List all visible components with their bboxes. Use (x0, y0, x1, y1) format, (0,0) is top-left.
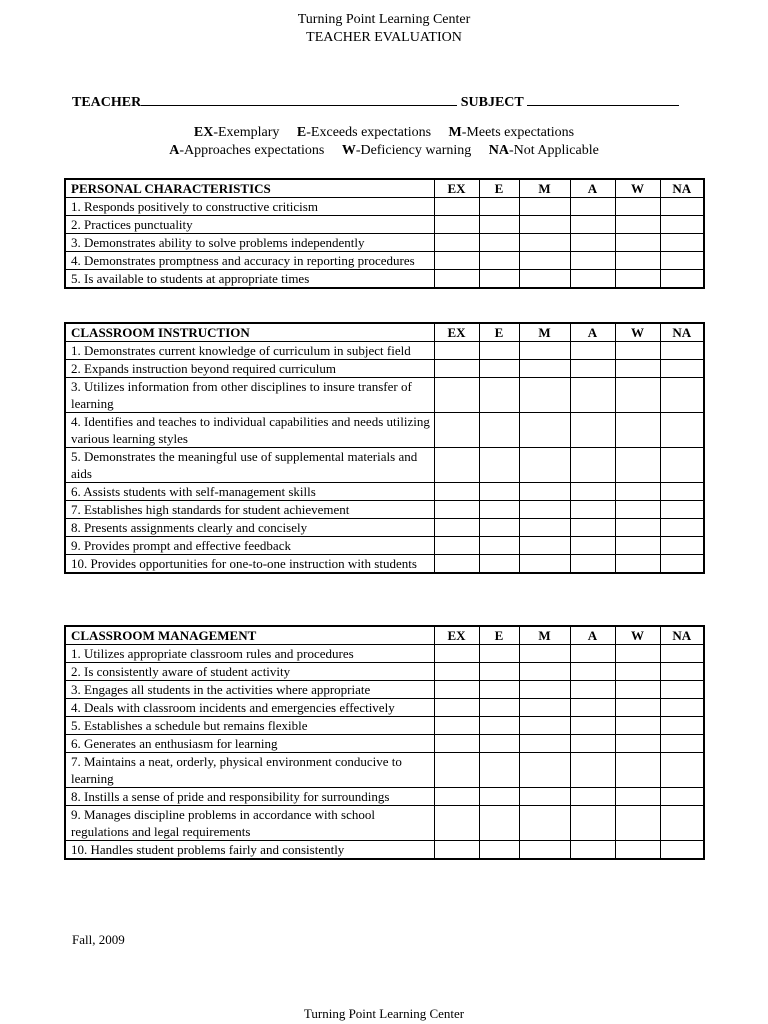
section-title: PERSONAL CHARACTERISTICS (65, 179, 434, 198)
rating-cell-ex[interactable] (434, 717, 479, 735)
rating-cell-w[interactable] (615, 537, 660, 555)
legend-line-1 (0, 125, 768, 141)
rating-cell-a[interactable] (570, 681, 615, 699)
legend-m-code: M (448, 125, 462, 140)
footer-date: Fall, 2009 (72, 932, 125, 947)
rating-cell-a[interactable] (570, 342, 615, 360)
rating-cell-e[interactable] (479, 555, 519, 574)
rating-cell-e[interactable] (479, 270, 519, 289)
rating-cell-w[interactable] (615, 378, 660, 413)
rating-cell-e[interactable] (479, 378, 519, 413)
rating-cell-ex[interactable] (434, 413, 479, 448)
criterion-text: 3. Demonstrates ability to solve problems independently (65, 234, 434, 252)
rating-cell-ex[interactable] (434, 663, 479, 681)
table-row (65, 448, 704, 483)
rating-cell-e[interactable] (479, 663, 519, 681)
rating-cell-ex[interactable] (434, 699, 479, 717)
criterion-text: 5. Is available to students at appropriate times (65, 270, 434, 289)
rating-cell-e[interactable] (479, 448, 519, 483)
rating-cell-ex[interactable] (434, 753, 479, 788)
table-row (65, 645, 704, 663)
rating-cell-m[interactable] (519, 360, 570, 378)
rating-cell-a[interactable] (570, 270, 615, 289)
column-header-e: E (479, 323, 519, 342)
table-row (65, 519, 704, 537)
column-header-w: W (615, 626, 660, 645)
legend-m-text: -Meets expectations (461, 125, 575, 140)
rating-cell-m[interactable] (519, 717, 570, 735)
rating-cell-m[interactable] (519, 699, 570, 717)
rating-cell-m[interactable] (519, 216, 570, 234)
rating-cell-w[interactable] (615, 519, 660, 537)
rating-cell-a[interactable] (570, 735, 615, 753)
column-header-na: NA (660, 323, 704, 342)
column-header-na: NA (660, 179, 704, 198)
rating-cell-ex[interactable] (434, 735, 479, 753)
legend-line-2 (0, 143, 768, 159)
rating-cell-m[interactable] (519, 270, 570, 289)
rating-cell-ex[interactable] (434, 198, 479, 216)
footer-org: Turning Point Learning Center (303, 1006, 465, 1021)
table-row (65, 717, 704, 735)
criterion-text: 8. Instills a sense of pride and responsibility for surroundings (65, 788, 434, 806)
rating-cell-e[interactable] (479, 483, 519, 501)
rating-cell-w[interactable] (615, 234, 660, 252)
rating-cell-ex[interactable] (434, 216, 479, 234)
rating-cell-m[interactable] (519, 555, 570, 574)
criterion-text: 3. Utilizes information from other disciplines to insure transfer of learning (65, 378, 434, 413)
rating-cell-na[interactable] (660, 663, 704, 681)
rating-cell-ex[interactable] (434, 342, 479, 360)
legend-a-text: -Approaches expectations (179, 143, 325, 158)
criterion-text: 2. Practices punctuality (65, 216, 434, 234)
rating-cell-w[interactable] (615, 270, 660, 289)
rating-cell-na[interactable] (660, 519, 704, 537)
table-row (65, 663, 704, 681)
criterion-text: 1. Responds positively to constructive criticism (65, 198, 434, 216)
legend-na-text: -Not Applicable (509, 143, 599, 158)
column-header-m: M (519, 179, 570, 198)
subject-label: SUBJECT (460, 95, 524, 110)
table-row (65, 413, 704, 448)
table-personal-characteristics (64, 178, 705, 289)
rating-cell-a[interactable] (570, 537, 615, 555)
rating-cell-m[interactable] (519, 413, 570, 448)
criterion-text: 5. Establishes a schedule but remains flexible (65, 717, 434, 735)
criterion-text: 7. Maintains a neat, orderly, physical environment conducive to learning (65, 753, 434, 788)
rating-cell-w[interactable] (615, 360, 660, 378)
section-title: CLASSROOM INSTRUCTION (65, 323, 434, 342)
section-title: CLASSROOM MANAGEMENT (65, 626, 434, 645)
table-row (65, 483, 704, 501)
table-row (65, 555, 704, 574)
rating-cell-a[interactable] (570, 519, 615, 537)
rating-cell-w[interactable] (615, 699, 660, 717)
teacher-label: TEACHER (72, 95, 142, 110)
rating-cell-w[interactable] (615, 198, 660, 216)
rating-cell-m[interactable] (519, 841, 570, 860)
criterion-text: 6. Generates an enthusiasm for learning (65, 735, 434, 753)
rating-cell-a[interactable] (570, 501, 615, 519)
rating-cell-w[interactable] (615, 806, 660, 841)
teacher-field[interactable] (141, 91, 457, 106)
rating-cell-a[interactable] (570, 717, 615, 735)
rating-cell-ex[interactable] (434, 645, 479, 663)
column-header-e: E (479, 179, 519, 198)
rating-cell-m[interactable] (519, 788, 570, 806)
rating-cell-e[interactable] (479, 753, 519, 788)
rating-cell-na[interactable] (660, 841, 704, 860)
rating-cell-e[interactable] (479, 519, 519, 537)
rating-cell-na[interactable] (660, 555, 704, 574)
rating-cell-w[interactable] (615, 663, 660, 681)
rating-cell-a[interactable] (570, 645, 615, 663)
table-header-row (65, 626, 704, 645)
rating-cell-na[interactable] (660, 681, 704, 699)
table-header-row (65, 323, 704, 342)
legend-a-code: A (169, 143, 180, 158)
rating-cell-a[interactable] (570, 663, 615, 681)
column-header-ex: EX (434, 179, 479, 198)
table-row (65, 252, 704, 270)
rating-cell-w[interactable] (615, 252, 660, 270)
rating-cell-na[interactable] (660, 360, 704, 378)
table-row (65, 537, 704, 555)
rating-cell-a[interactable] (570, 378, 615, 413)
rating-cell-m[interactable] (519, 378, 570, 413)
column-header-a: A (570, 626, 615, 645)
rating-cell-a[interactable] (570, 753, 615, 788)
rating-cell-a[interactable] (570, 360, 615, 378)
rating-cell-na[interactable] (660, 216, 704, 234)
rating-cell-w[interactable] (615, 645, 660, 663)
rating-cell-m[interactable] (519, 735, 570, 753)
rating-cell-a[interactable] (570, 234, 615, 252)
rating-cell-m[interactable] (519, 483, 570, 501)
rating-cell-e[interactable] (479, 537, 519, 555)
rating-cell-ex[interactable] (434, 483, 479, 501)
rating-cell-na[interactable] (660, 483, 704, 501)
criterion-text: 9. Manages discipline problems in accordance with school regulations and legal requirements (65, 806, 434, 841)
rating-cell-na[interactable] (660, 699, 704, 717)
criterion-text: 3. Engages all students in the activities where appropriate (65, 681, 434, 699)
column-header-ex: EX (434, 626, 479, 645)
column-header-m: M (519, 323, 570, 342)
column-header-m: M (519, 626, 570, 645)
rating-cell-w[interactable] (615, 342, 660, 360)
legend-w-code: W (341, 143, 356, 158)
table-row (65, 234, 704, 252)
rating-cell-e[interactable] (479, 717, 519, 735)
rating-cell-na[interactable] (660, 342, 704, 360)
rating-cell-na[interactable] (660, 413, 704, 448)
rating-cell-a[interactable] (570, 448, 615, 483)
rating-cell-e[interactable] (479, 360, 519, 378)
rating-cell-m[interactable] (519, 537, 570, 555)
rating-cell-e[interactable] (479, 413, 519, 448)
table-row (65, 735, 704, 753)
rating-cell-e[interactable] (479, 806, 519, 841)
rating-cell-w[interactable] (615, 448, 660, 483)
table-row (65, 806, 704, 841)
rating-cell-m[interactable] (519, 645, 570, 663)
rating-cell-na[interactable] (660, 378, 704, 413)
rating-cell-a[interactable] (570, 216, 615, 234)
criterion-text: 2. Expands instruction beyond required curriculum (65, 360, 434, 378)
column-header-a: A (570, 179, 615, 198)
criterion-text: 1. Utilizes appropriate classroom rules and procedures (65, 645, 434, 663)
rating-cell-e[interactable] (479, 699, 519, 717)
table-row (65, 501, 704, 519)
table-row (65, 378, 704, 413)
column-header-e: E (479, 626, 519, 645)
rating-cell-a[interactable] (570, 483, 615, 501)
rating-cell-m[interactable] (519, 252, 570, 270)
table-row (65, 753, 704, 788)
criterion-text: 4. Demonstrates promptness and accuracy in reporting procedures (65, 252, 434, 270)
rating-cell-na[interactable] (660, 501, 704, 519)
table-header-row (65, 179, 704, 198)
column-header-ex: EX (434, 323, 479, 342)
rating-cell-na[interactable] (660, 806, 704, 841)
rating-cell-m[interactable] (519, 342, 570, 360)
rating-cell-na[interactable] (660, 252, 704, 270)
rating-cell-na[interactable] (660, 753, 704, 788)
rating-cell-ex[interactable] (434, 234, 479, 252)
rating-cell-w[interactable] (615, 501, 660, 519)
table-row (65, 198, 704, 216)
rating-cell-e[interactable] (479, 681, 519, 699)
table-row (65, 681, 704, 699)
rating-cell-w[interactable] (615, 717, 660, 735)
rating-cell-e[interactable] (479, 788, 519, 806)
legend-e-code: E (296, 125, 307, 140)
criterion-text: 4. Identifies and teaches to individual capabilities and needs utilizing various learning styles (65, 413, 434, 448)
legend-na-code: NA (488, 143, 509, 158)
rating-cell-ex[interactable] (434, 841, 479, 860)
rating-cell-ex[interactable] (434, 519, 479, 537)
criterion-text: 4. Deals with classroom incidents and emergencies effectively (65, 699, 434, 717)
rating-cell-ex[interactable] (434, 806, 479, 841)
rating-cell-ex[interactable] (434, 788, 479, 806)
rating-cell-e[interactable] (479, 342, 519, 360)
rating-cell-m[interactable] (519, 501, 570, 519)
rating-cell-m[interactable] (519, 234, 570, 252)
criterion-text: 6. Assists students with self-management skills (65, 483, 434, 501)
rating-cell-ex[interactable] (434, 555, 479, 574)
rating-cell-a[interactable] (570, 198, 615, 216)
criterion-text: 10. Handles student problems fairly and consistently (65, 841, 434, 860)
criterion-text: 9. Provides prompt and effective feedback (65, 537, 434, 555)
rating-cell-e[interactable] (479, 198, 519, 216)
table-row (65, 788, 704, 806)
rating-cell-na[interactable] (660, 788, 704, 806)
table-classroom-management (64, 625, 705, 860)
criterion-text: 5. Demonstrates the meaningful use of supplemental materials and aids (65, 448, 434, 483)
table-row (65, 841, 704, 860)
rating-cell-e[interactable] (479, 645, 519, 663)
rating-cell-w[interactable] (615, 735, 660, 753)
legend-ex-code: EX (193, 125, 214, 140)
rating-cell-a[interactable] (570, 841, 615, 860)
criterion-text: 10. Provides opportunities for one-to-one instruction with students (65, 555, 434, 574)
rating-cell-w[interactable] (615, 681, 660, 699)
table-row (65, 216, 704, 234)
rating-cell-w[interactable] (615, 788, 660, 806)
rating-cell-a[interactable] (570, 413, 615, 448)
rating-cell-w[interactable] (615, 841, 660, 860)
rating-cell-a[interactable] (570, 806, 615, 841)
rating-cell-na[interactable] (660, 645, 704, 663)
header-title: TEACHER EVALUATION (306, 30, 462, 45)
rating-cell-m[interactable] (519, 806, 570, 841)
rating-cell-ex[interactable] (434, 448, 479, 483)
table-row (65, 699, 704, 717)
rating-cell-w[interactable] (615, 753, 660, 788)
criterion-text: 8. Presents assignments clearly and concisely (65, 519, 434, 537)
rating-cell-e[interactable] (479, 735, 519, 753)
rating-cell-ex[interactable] (434, 270, 479, 289)
rating-cell-a[interactable] (570, 252, 615, 270)
rating-cell-na[interactable] (660, 234, 704, 252)
rating-cell-m[interactable] (519, 519, 570, 537)
rating-cell-w[interactable] (615, 216, 660, 234)
criterion-text: 1. Demonstrates current knowledge of curriculum in subject field (65, 342, 434, 360)
rating-cell-a[interactable] (570, 555, 615, 574)
rating-cell-a[interactable] (570, 699, 615, 717)
rating-cell-ex[interactable] (434, 681, 479, 699)
legend-e-text: -Exceeds expectations (306, 125, 432, 140)
table-classroom-instruction (64, 322, 705, 574)
rating-cell-w[interactable] (615, 413, 660, 448)
table-row (65, 270, 704, 289)
rating-cell-e[interactable] (479, 501, 519, 519)
teacher-subject-line (72, 91, 679, 111)
column-header-w: W (615, 323, 660, 342)
column-header-a: A (570, 323, 615, 342)
rating-cell-e[interactable] (479, 234, 519, 252)
rating-cell-na[interactable] (660, 717, 704, 735)
rating-cell-m[interactable] (519, 663, 570, 681)
rating-cell-ex[interactable] (434, 501, 479, 519)
rating-cell-m[interactable] (519, 681, 570, 699)
rating-cell-na[interactable] (660, 448, 704, 483)
rating-cell-na[interactable] (660, 537, 704, 555)
rating-cell-ex[interactable] (434, 252, 479, 270)
column-header-na: NA (660, 626, 704, 645)
rating-cell-na[interactable] (660, 270, 704, 289)
rating-cell-e[interactable] (479, 252, 519, 270)
rating-cell-a[interactable] (570, 788, 615, 806)
rating-cell-w[interactable] (615, 483, 660, 501)
subject-field[interactable] (527, 91, 679, 106)
column-header-w: W (615, 179, 660, 198)
table-row (65, 342, 704, 360)
criterion-text: 7. Establishes high standards for student achievement (65, 501, 434, 519)
rating-cell-m[interactable] (519, 753, 570, 788)
rating-cell-na[interactable] (660, 198, 704, 216)
rating-cell-ex[interactable] (434, 537, 479, 555)
legend-ex-text: -Exemplary (213, 125, 280, 140)
legend-w-text: -Deficiency warning (355, 143, 472, 158)
table-row (65, 360, 704, 378)
criterion-text: 2. Is consistently aware of student activity (65, 663, 434, 681)
rating-cell-na[interactable] (660, 735, 704, 753)
header-org: Turning Point Learning Center (297, 12, 471, 27)
rating-cell-e[interactable] (479, 841, 519, 860)
rating-cell-m[interactable] (519, 198, 570, 216)
rating-cell-ex[interactable] (434, 360, 479, 378)
rating-cell-m[interactable] (519, 448, 570, 483)
rating-cell-ex[interactable] (434, 378, 479, 413)
rating-cell-w[interactable] (615, 555, 660, 574)
rating-cell-e[interactable] (479, 216, 519, 234)
